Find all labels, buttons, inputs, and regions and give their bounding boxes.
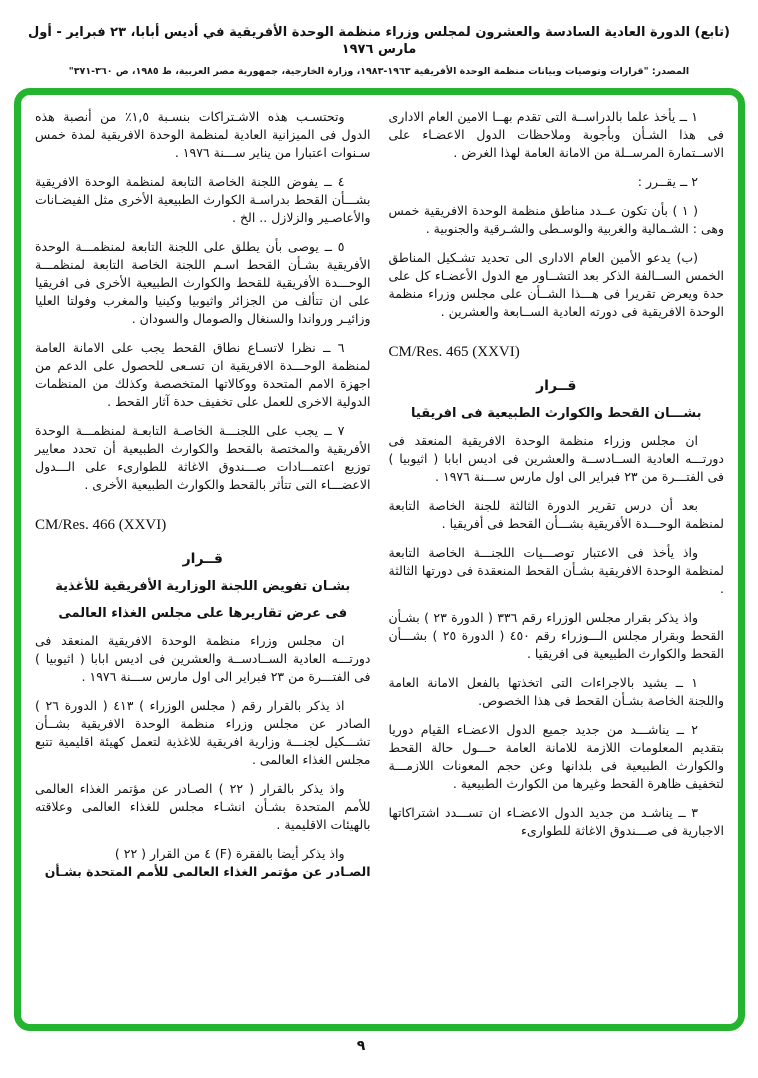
paragraph: ١ ــ يأخذ علما بالدراســة التى تقدم بهــا الامين العام الادارى فى هذا الشـأن وبأجوبة وملاحظات الدول الاعضـاء على الاســتمارة المرســلة من الامانة العامة لهذا الغرض .	[388, 109, 724, 160]
paragraph: واذ يأخذ فى الاعتبار توصـــيات اللجنـــة الخاصة التابعة لمنظمة الوحدة الافريقية بشـأن القحط المنعقدة فى دورتها الثالثة .	[388, 545, 724, 596]
resolution-subject: بشـــان القحط والكوارث الطبيعية فى افريقيا	[411, 406, 702, 421]
two-column-layout	[35, 108, 724, 1014]
green-border-frame	[14, 88, 745, 1031]
paragraph: ٢ ــ يقــرر :	[637, 174, 698, 189]
paragraph: ٢ ــ يناشـــد من جديد جميع الدول الاعضـاء القيام دوريا بتقديم المعلومات اللازمة للامانة العامة حـــول حالة القحط والكوارث الطبيعية فى بلدانها وعن حجم المعونات اللازمـــة لتخفيف ظاهرة القحط وغيرها من الكوارث الطبيعية .	[388, 722, 724, 791]
paragraph: ان مجلس وزراء منظمة الوحدة الافريقية المنعقد فى دورتـــه العادية الســادســة والعشرين فى اديس ابابا ( اثيوبيا ) فى الفتـــرة من ٢٣ فبراير الى اول مارس ســـنة ١٩٧٦ .	[35, 633, 371, 684]
paragraph: واذ يذكر أيضا بالفقرة (F) ٤ من القرار ( ٢٢ )	[114, 846, 345, 861]
paragraph: ١ ــ يشيد بالاجراءات التى اتخذتها بالفعل الامانة العامة واللجنة الخاصة بشـأن القحط فى هذا الخصوص.	[388, 675, 724, 708]
paragraph: (ب) يدعو الأمين العام الادارى الى تحديد تشـكيل المناطق الخمس الســالفة الذكر بعد التشــاور مع الدول الأعضـاء كل على حدة ويعرض تقريرا فى هـــذا الشــأن على مجلس وزراء منظمة الوحدة الافريقية فى دورته العادية الســابعة والعشرين .	[388, 250, 724, 319]
resolution-subject: فى عرض تقاريرها على مجلس الغذاء العالمى	[58, 606, 348, 621]
page-header	[0, 0, 758, 78]
paragraph: ٧ ــ يجب على اللجنـــة الخاصـة التابعـة لمنظمـــة الوحدة الأفريقية والمختصة بالقحط والكوارث الطبيعية أن تحدد معايير توزيع اعتمـــادات صـــندوق الاغاثة للطوارىء على الـــدول الاعضـــاء التى تتأثر بالقحط والكوارث الطبيعية الأخرى .	[35, 423, 371, 492]
paragraph: ( ١ ) بأن تكون عــدد مناطق منظمة الوحدة الافريقية خمس وهى : الشـمالية والغربية والوسـطى والشـرقية والجنوبية .	[388, 203, 724, 236]
paragraph: واذ يذكر بالقرار ( ٢٢ ) الصـادر عن مؤتمر الغذاء العالمى للأمم المتحدة بشـأن انشـاء مجلس للغذاء العالمى وعلاقته بالهيئات الاقليمية .	[35, 781, 371, 832]
column-right	[389, 108, 725, 1014]
paragraph: اذ يذكر بالقرار رقم ( مجلس الوزراء ) ٤١٣ ( الدورة ٢٦ ) الصادر عن مجلس وزراء منظمة الوحدة الافريقية بشــأن تشـــكيل لجنـــة وزارية افريقية للاغذية لتعمل كهيئة اقليمية تتبع مجلس الغذاء العالمى .	[35, 698, 371, 767]
paragraph: واذ يذكر بقرار مجلس الوزراء رقم ٣٣٦ ( الدورة ٢٣ ) بشـأن القحط وبقرار مجلس الـــوزراء رقم ٤٥٠ ( الدورة ٢٥ ) بشـــأن القحط والكوارث الطبيعية فى افريقيا .	[388, 610, 724, 661]
source-citation: المصدر: "قرارات وتوصيات وبيانات منظمة الوحدة الأفريقية ١٩٦٣-١٩٨٣، وزارة الخارجية، جمهورية مصر العربية، ط ١٩٨٥، ص ٣٦٠-٣٧١"	[68, 66, 690, 77]
paragraph: ٣ ــ يناشـد من جديد الدول الاعضـاء ان تســـدد اشتراكاتها الاجبارية فى صـــندوق الاغاثة للطوارىء	[388, 805, 724, 838]
paragraph: ٤ ــ يفوض اللجنة الخاصة التابعة لمنظمة الوحدة الافريقية بشـــأن القحط بدراسـة الكوارث الطبيعية الأخرى مثل الفيضـانات والأعاصـير والزلازل .. الخ .	[35, 174, 371, 225]
page-number: ٩	[356, 1038, 366, 1054]
resolution-id: CM/Res. 466 (XXVI)	[35, 517, 167, 533]
paragraph: ٦ ــ نظرا لاتسـاع نطاق القحط يجب على الامانة العامة لمنظمة الوحـــدة الافريقية ان تسـعى للحصول على الدعم من اجهزة الامم المتحدة ووكالاتها المتخصصة وكذلك من المنظمات الدولية الاخرى للعمل على تخفيف حدة آثار القحط .	[35, 340, 371, 409]
session-title: (تابع) الدورة العادية السادسة والعشرون لمجلس وزراء منظمة الوحدة الأفريقية في أديس أبابا، ٢٣ فبراير - أول مارس ١٩٧٦	[28, 25, 730, 57]
paragraph: الصـادر عن مؤتمر الغذاء العالمى للأمم المتحدة بشـأن	[44, 864, 371, 879]
resolution-heading: قــرار	[536, 378, 577, 394]
column-left	[35, 108, 371, 1014]
resolution-heading: قــرار	[182, 551, 223, 567]
paragraph: ٥ ــ يوصى بأن يطلق على اللجنة التابعة لمنظمـــة الوحدة الأفريقية بشـأن القحط اسـم اللجنة الخاصة التابعة لمنظمـــة الوحـــدة الأفريقية للقحط والكوارث الطبيعية الأخرى فى افريقيا على ان تتألف من الجزائر واثيوبيا وكينيا والمغرب وفولتا العليا وزائيـر ورواندا والسنغال والصومال والسودان .	[35, 239, 371, 326]
paragraph: بعد أن درس تقرير الدورة الثالثة للجنة الخاصة التابعة لمنظمة الوحـــدة الأفريقية بشـــأن القحط فى أفريقيا .	[388, 498, 724, 531]
resolution-id: CM/Res. 465 (XXVI)	[388, 344, 520, 360]
resolution-subject: بشـان تفويض اللجنة الوزارية الأفريقية للأغذية	[55, 579, 351, 594]
paragraph: وتحتسـب هذه الاشـتراكات بنسـبة ١,٥٪ من أنصبة هذه الدول فى الميزانية العادية لمنظمة الوحدة الافريقية لمدة خمس سـنوات اعتبارا من يناير ســـنة ١٩٧٦ .	[35, 109, 371, 160]
paragraph: ان مجلس وزراء منظمة الوحدة الافريقية المنعقد فى دورتـــه العادية الســادســة والعشرين فى اديس ابابا ( اثيوبيا ) فى الفتـــرة من ٢٣ فبراير الى اول مارس ســـنة ١٩٧٦ .	[388, 433, 724, 484]
